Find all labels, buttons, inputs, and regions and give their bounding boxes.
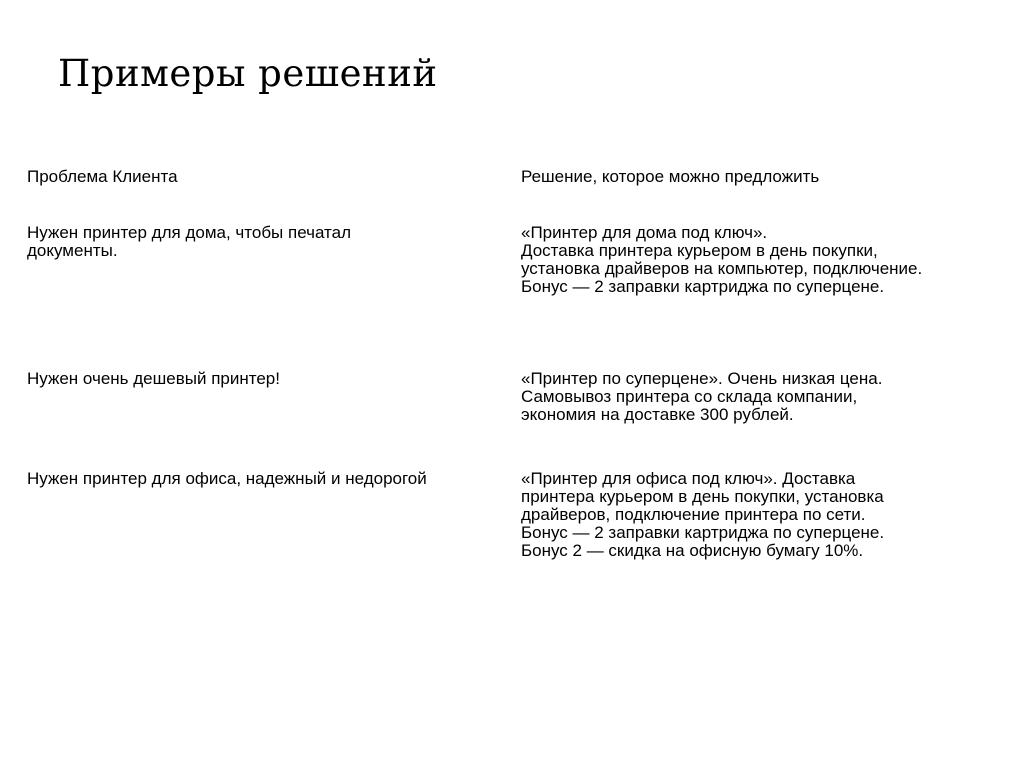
slide-title: Примеры решений <box>58 52 438 95</box>
table-cell-solution: «Принтер по суперцене». Очень низкая цена. Самовывоз принтера со склада компании, экономия на доставке 300 рублей. <box>521 369 883 424</box>
table-cell-problem: Нужен очень дешевый принтер! <box>27 369 280 388</box>
table-cell-solution: «Принтер для офиса под ключ». Доставка принтера курьером в день покупки, установка драйверов, подключение принтера по сети. Бонус — 2 заправки картриджа по суперцене. Бонус 2 — скидка на офисную бумагу 10%. <box>521 469 885 560</box>
table-cell-problem: Нужен принтер для дома, чтобы печатал документы. <box>27 223 351 260</box>
table-cell-problem: Нужен принтер для офиса, надежный и недорогой <box>27 469 427 488</box>
table-cell-solution: «Принтер для дома под ключ». Доставка принтера курьером в день покупки, установка драйверов на компьютер, подключение. Бонус — 2 заправки картриджа по суперцене. <box>521 223 923 296</box>
table-header-problem: Проблема Клиента <box>27 167 178 186</box>
table-header-solution: Решение, которое можно предложить <box>521 167 820 186</box>
